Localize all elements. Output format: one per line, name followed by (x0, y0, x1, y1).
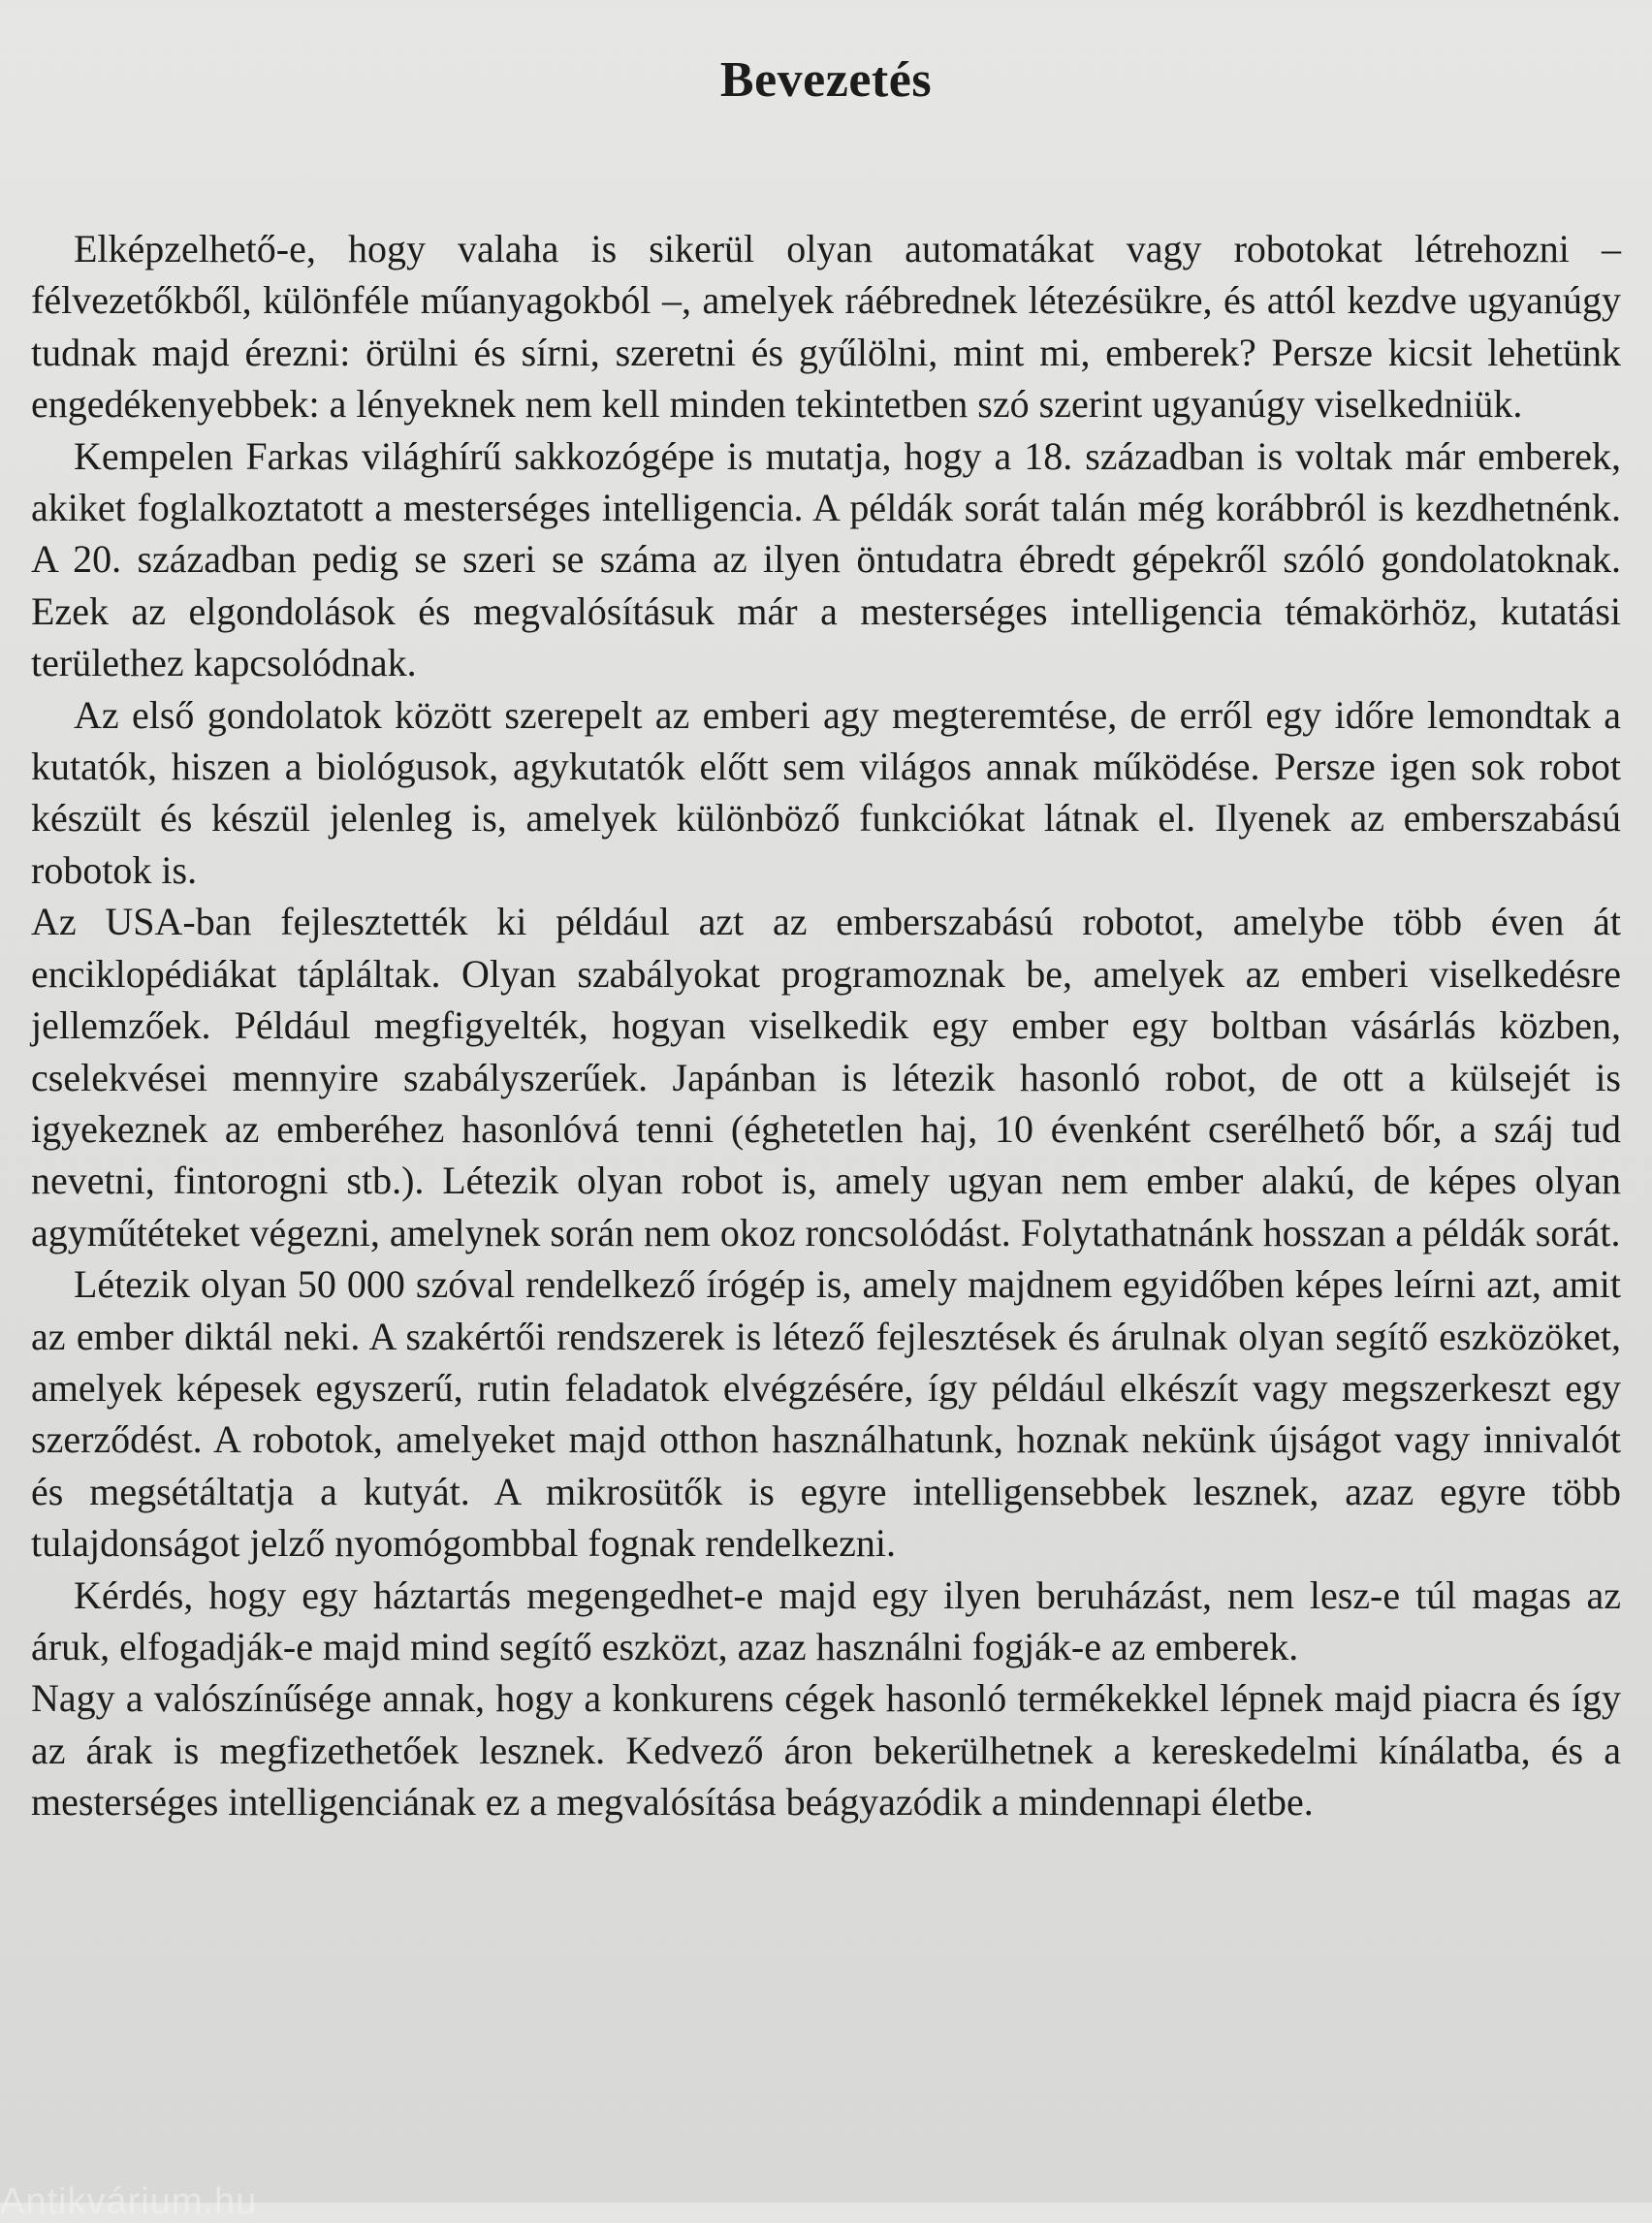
paragraph-1: Elképzelhető-e, hogy valaha is sikerül olyan automatákat vagy robotokat létrehozni – félvezetőkből, különféle műanyagokból –, amelyek ráébrednek létezésükre, és attól kezdve ugyanúgy tudnak majd érezni: örülni és sírni, szeretni és gyűlölni, mint mi, emberek? Persze kicsit lehetünk engedékenyebbek: a lényeknek nem kell minden tekintetben szó szerint ugyanúgy viselkedniük. (31, 227, 1621, 427)
body-text (31, 223, 1621, 1828)
page-title: Bevezetés (719, 52, 933, 108)
paragraph-5: Létezik olyan 50 000 szóval rendelkező írógép is, amely majdnem egyidőben képes leírni azt, amit az ember diktál neki. A szakértői rendszerek is létező fejlesztések és árulnak olyan segítő eszközöket, amelyek képesek egyszerű, rutin feladatok elvégzésére, így például elkészít vagy megszerkeszt egy szerződést. A robotok, amelyeket majd otthon használhatunk, hoznak nekünk újságot vagy innivalót és megsétáltatja a kutyát. A mikrosütők is egyre intelligensebbek lesznek, azaz egyre több tulajdonságot jelző nyomógombbal fognak rendelkezni. (31, 1262, 1621, 1566)
paragraph-2: Kempelen Farkas világhírű sakkozógépe is mutatja, hogy a 18. században is voltak már emberek, akiket foglalkoztatott a mesterséges intelligencia. A példák sorát talán még korábbról is kezdhetnénk. A 20. században pedig se szeri se száma az ilyen öntudatra ébredt gépekről szóló gondolatoknak. Ezek az elgondolások és megvalósításuk már a mesterséges intelligencia témakörhöz, kutatási területhez kapcsolódnak. (31, 433, 1621, 685)
watermark: Antikvárium.hu (0, 2181, 258, 2222)
paragraph-3: Az első gondolatok között szerepelt az emberi agy megteremtése, de erről egy időre lemondtak a kutatók, hiszen a biológusok, agykutatók előtt sem világos annak működése. Persze igen sok robot készült és készül jelenleg is, amelyek különböző funkciókat látnak el. Ilyenek az emberszabású robotok is. (31, 692, 1621, 892)
paragraph-6: Kérdés, hogy egy háztartás megengedhet-e majd egy ilyen beruházást, nem lesz-e túl magas az áruk, elfogadják-e majd mind segítő eszközt, azaz használni fogják-e az emberek. (31, 1572, 1621, 1668)
paragraph-4: Az USA-ban fejlesztették ki például azt az emberszabású robotot, amelybe több éven át enciklopédiákat tápláltak. Olyan szabályokat programoznak be, amelyek az emberi viselkedésre jellemzőek. Például megfigyelték, hogyan viselkedik egy ember egy boltban vásárlás közben, cselekvései mennyire szabályszerűek. Japánban is létezik hasonló robot, de ott a külsejét is igyekeznek az emberéhez hasonlóvá tenni (éghetetlen haj, 10 évenként cserélhető bőr, a száj tud nevetni, fintorogni stb.). Létezik olyan robot is, amely ugyan nem ember alakú, de képes olyan agyműtéteket végezni, amelynek során nem okoz roncsolódást. Folytathatnánk hosszan a példák sorát. (31, 900, 1621, 1254)
paragraph-7: Nagy a valószínűsége annak, hogy a konkurens cégek hasonló termékekkel lépnek majd piacra és így az árak is megfizethetőek lesznek. Kedvező áron bekerülhetnek a kereskedelmi kínálatba, és a mesterséges intelligenciának ez a megvalósítása beágyazódik a mindennapi életbe. (31, 1676, 1621, 1825)
